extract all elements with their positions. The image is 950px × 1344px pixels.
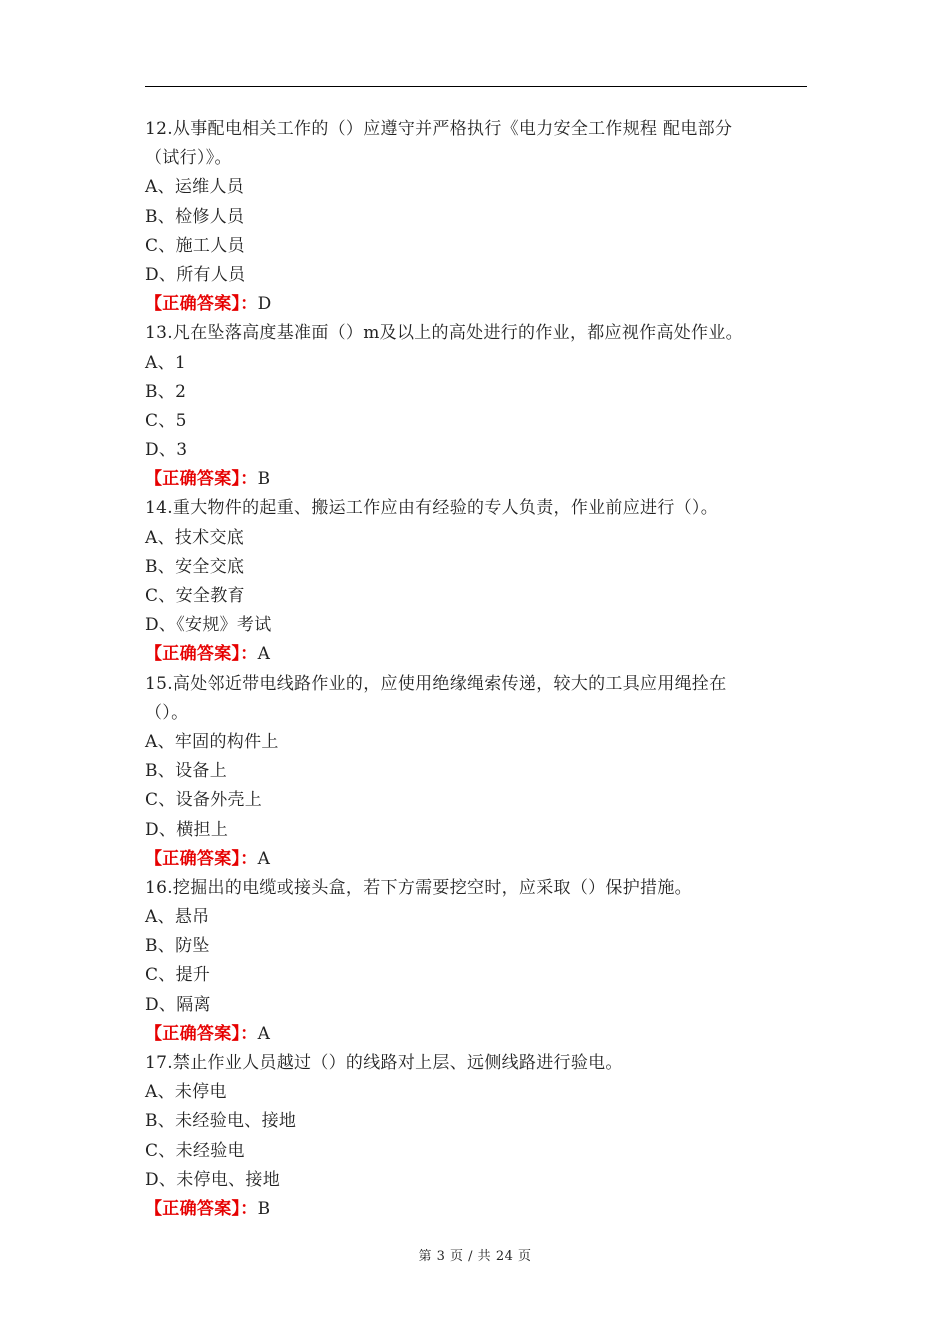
question-item [145,670,807,874]
option-c: C、提升 [145,965,211,986]
answer-line [145,290,807,319]
option-a: A、未停电 [145,1082,227,1103]
answer-value: A [257,848,271,869]
question-stem: 17.禁止作业人员越过（）的线路对上层、远侧线路进行验电。 [145,1053,623,1073]
option-a: A、牢固的构件上 [145,731,279,752]
option-c: C、设备外壳上 [145,790,263,811]
question-stem: 14.重大物件的起重、搬运工作应由有经验的专人负责，作业前应进行（）。 [145,498,719,519]
option-c: C、施工人员 [145,235,245,256]
option-b: B、检修人员 [145,206,245,227]
option-d: D、所有人员 [145,264,246,285]
option-c: C、未经验电 [145,1140,245,1161]
option-c: C、安全教育 [145,586,245,606]
question-stem-continued: （试行）》。 [145,148,232,169]
option-a: A、运维人员 [145,177,245,198]
answer-label: 【正确答案】： [145,469,258,490]
option-b: B、2 [145,381,187,402]
answer-line [145,1195,807,1224]
question-item [145,115,807,319]
question-item [145,1049,807,1224]
question-stem-continued: （）。 [145,702,189,723]
question-stem: 16.挖掘出的电缆或接头盒，若下方需要挖空时，应采取（）保护措施。 [145,877,692,898]
question-item [145,319,807,494]
option-d: D、横担上 [145,819,229,840]
answer-line [145,465,807,494]
option-b: B、防坠 [145,936,210,957]
question-item [145,874,807,1049]
option-a: A、技术交底 [145,527,245,548]
option-b: B、安全交底 [145,556,245,577]
answer-label: 【正确答案】： [145,1198,258,1219]
question-stem: 12.从事配电相关工作的（）应遵守并严格执行《电力安全工作规程 配电部分 [145,119,733,139]
option-c: C、5 [145,410,187,431]
option-a: A、1 [145,352,186,373]
answer-line [145,640,807,669]
option-b: B、设备上 [145,761,227,782]
option-a: A、悬吊 [145,907,210,928]
answer-line [145,1020,807,1049]
question-item [145,494,807,669]
header-rule [145,86,807,87]
option-d: D、《安规》考试 [145,615,272,636]
question-list [145,115,807,1224]
option-d: D、3 [145,440,188,461]
question-stem: 13.凡在坠落高度基准面（）m及以上的高处进行的作业，都应视作高处作业。 [145,323,743,344]
page-number: 第 3 页 / 共 24 页 [418,1249,532,1264]
answer-label: 【正确答案】： [145,644,258,665]
option-b: B、未经验电、接地 [145,1111,297,1132]
answer-line [145,845,807,874]
question-stem: 15.高处邻近带电线路作业的，应使用绝缘绳索传递，较大的工具应用绳拴在 [145,673,727,694]
answer-label: 【正确答案】： [145,1023,258,1044]
option-d: D、隔离 [145,994,211,1015]
answer-value: B [257,1198,271,1219]
answer-value: A [257,644,271,665]
answer-label: 【正确答案】： [145,848,258,869]
answer-value: A [257,1023,271,1044]
option-d: D、未停电、接地 [145,1169,281,1190]
answer-value: D [257,294,272,315]
answer-value: B [257,469,271,490]
answer-label: 【正确答案】： [145,294,258,315]
